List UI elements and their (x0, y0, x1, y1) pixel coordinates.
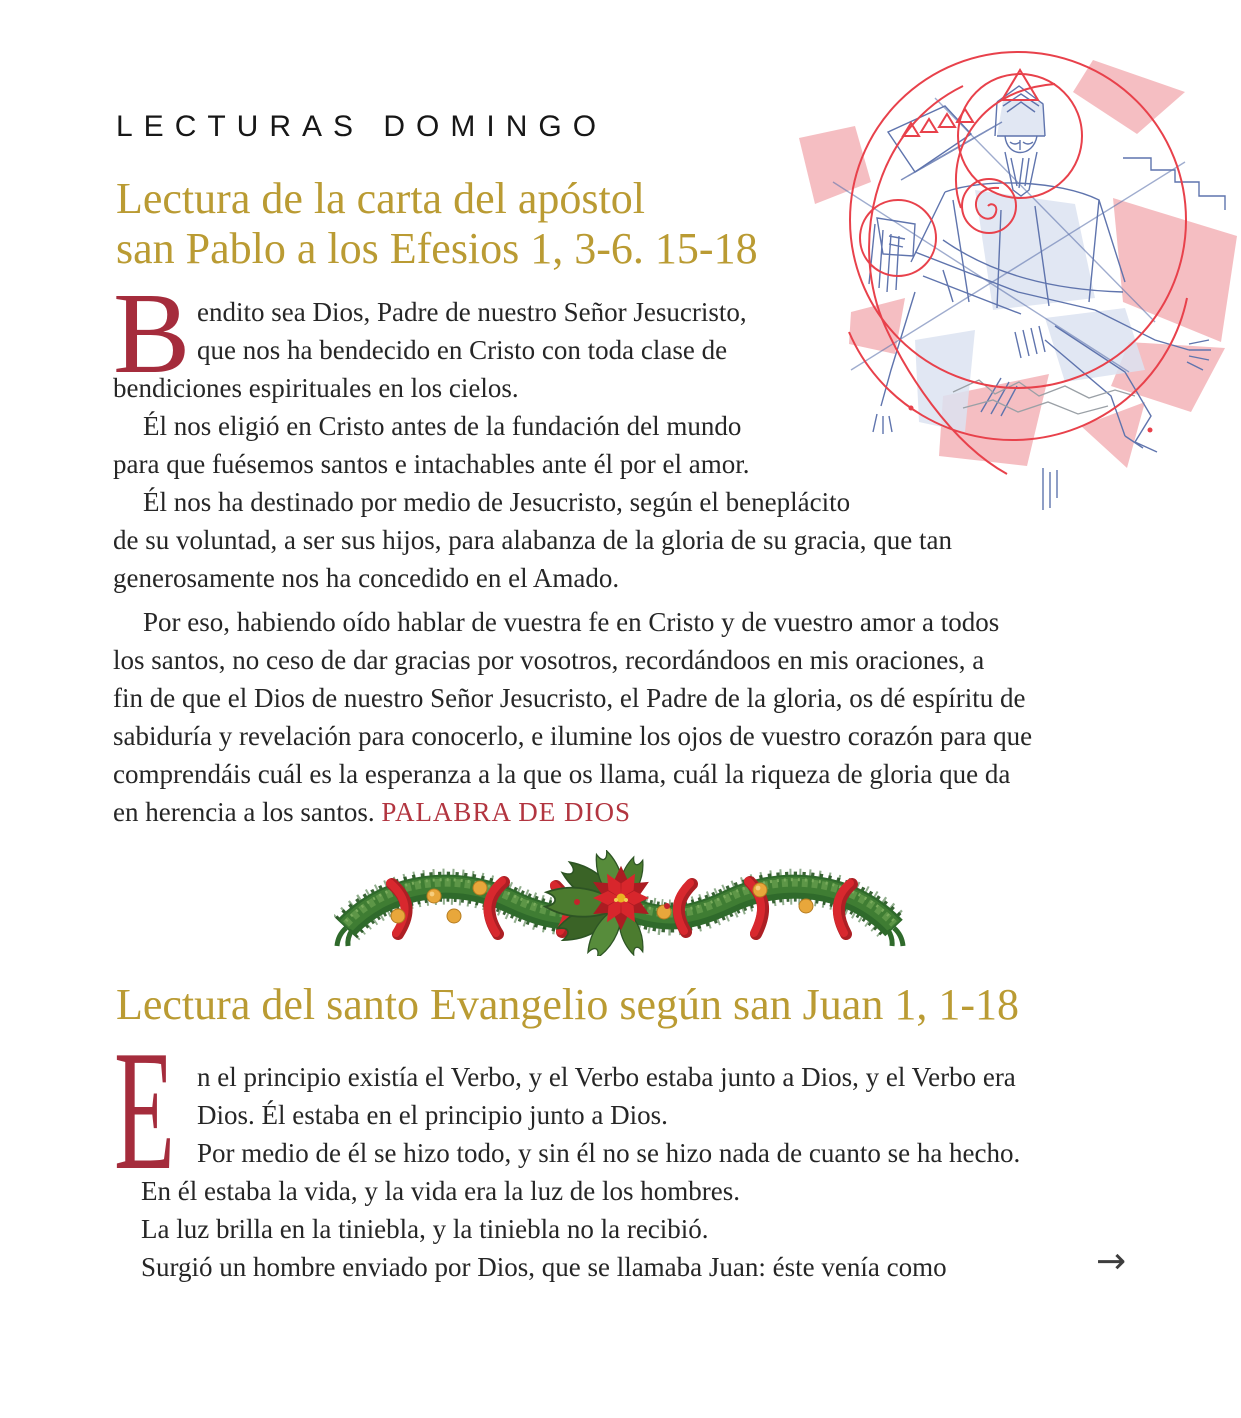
holly-berry (664, 903, 670, 909)
reading1-last-line (113, 793, 1032, 831)
text-line: Dios. Él estaba en el principio junto a Dios. (197, 1100, 668, 1130)
christmas-garland-divider (334, 850, 908, 956)
reading1-title-line1: Lectura de la carta del apóstol (116, 174, 645, 223)
reading1-title (116, 174, 758, 274)
text-line: fin de que el Dios de nuestro Señor Jesucristo, el Padre de la gloria, os dé espíritu de (113, 683, 1026, 713)
reading2-title: Lectura del santo Evangelio según san Juan 1, 1-18 (116, 980, 1019, 1029)
reading2-last-line (113, 1248, 1020, 1286)
text-line: endito sea Dios, Padre de nuestro Señor Jesucristo, (197, 297, 747, 327)
christmas-garland (334, 850, 908, 956)
text-line: comprendáis cuál es la esperanza a la que os llama, cuál la riqueza de gloria que da (113, 759, 1011, 789)
text-line: que nos ha bendecido en Cristo con toda clase de (197, 335, 728, 365)
reading1-last-line-text: en herencia a los santos. (113, 797, 382, 827)
text-line: los santos, no ceso de dar gracias por vosotros, recordándoos en mis oraciones, a (113, 645, 985, 675)
text-line: La luz brilla en la tiniebla, y la tiniebla no la recibió. (141, 1214, 709, 1244)
text-line: Por medio de él se hizo todo, y sin él no se hizo nada de cuanto se ha hecho. (197, 1138, 1021, 1168)
text-line: sabiduría y revelación para conocerlo, e ilumine los ojos de vuestro corazón para que (113, 721, 1033, 751)
reading2-lines (113, 1058, 1020, 1248)
holly-berry (574, 899, 580, 905)
reading1-body (113, 293, 1032, 831)
text-line: para que fuésemos santos e intachables ante él por el amor. (113, 449, 750, 479)
text-line: Por eso, habiendo oído hablar de vuestra fe en Cristo y de vuestro amor a todos (143, 607, 1000, 637)
text-line: Él nos ha destinado por medio de Jesucristo, según el beneplácito (143, 487, 851, 517)
dropcap-e: E (114, 1016, 175, 1206)
terraced-steps (1123, 158, 1225, 210)
text-line: En él estaba la vida, y la vida era la luz de los hombres. (141, 1176, 741, 1206)
text-line: de su voluntad, a ser sus hijos, para alabanza de la gloria de su gracia, que tan (113, 525, 952, 555)
text-line: n el principio existía el Verbo, y el Verbo estaba junto a Dios, y el Verbo era (197, 1062, 1016, 1092)
continuation-arrow-icon: → (1096, 1241, 1127, 1282)
reading1-title-line2: san Pablo a los Efesios 1, 3-6. 15-18 (116, 224, 758, 273)
page-kicker: LECTURAS DOMINGO (116, 110, 608, 143)
reading2-last-line-text: Surgió un hombre enviado por Dios, que se llamaba Juan: éste venía como (141, 1252, 947, 1282)
reading2-body (113, 1058, 1020, 1286)
text-line: generosamente nos ha concedido en el Amado. (113, 563, 620, 593)
text-line: Él nos eligió en Cristo antes de la fundación del mundo (143, 411, 742, 441)
reading1-lines (113, 293, 1032, 793)
palabra-de-dios-label: PALABRA DE DIOS (381, 797, 631, 827)
dropcap-b: B (113, 270, 191, 398)
text-line: bendiciones espirituales en los cielos. (113, 373, 519, 403)
